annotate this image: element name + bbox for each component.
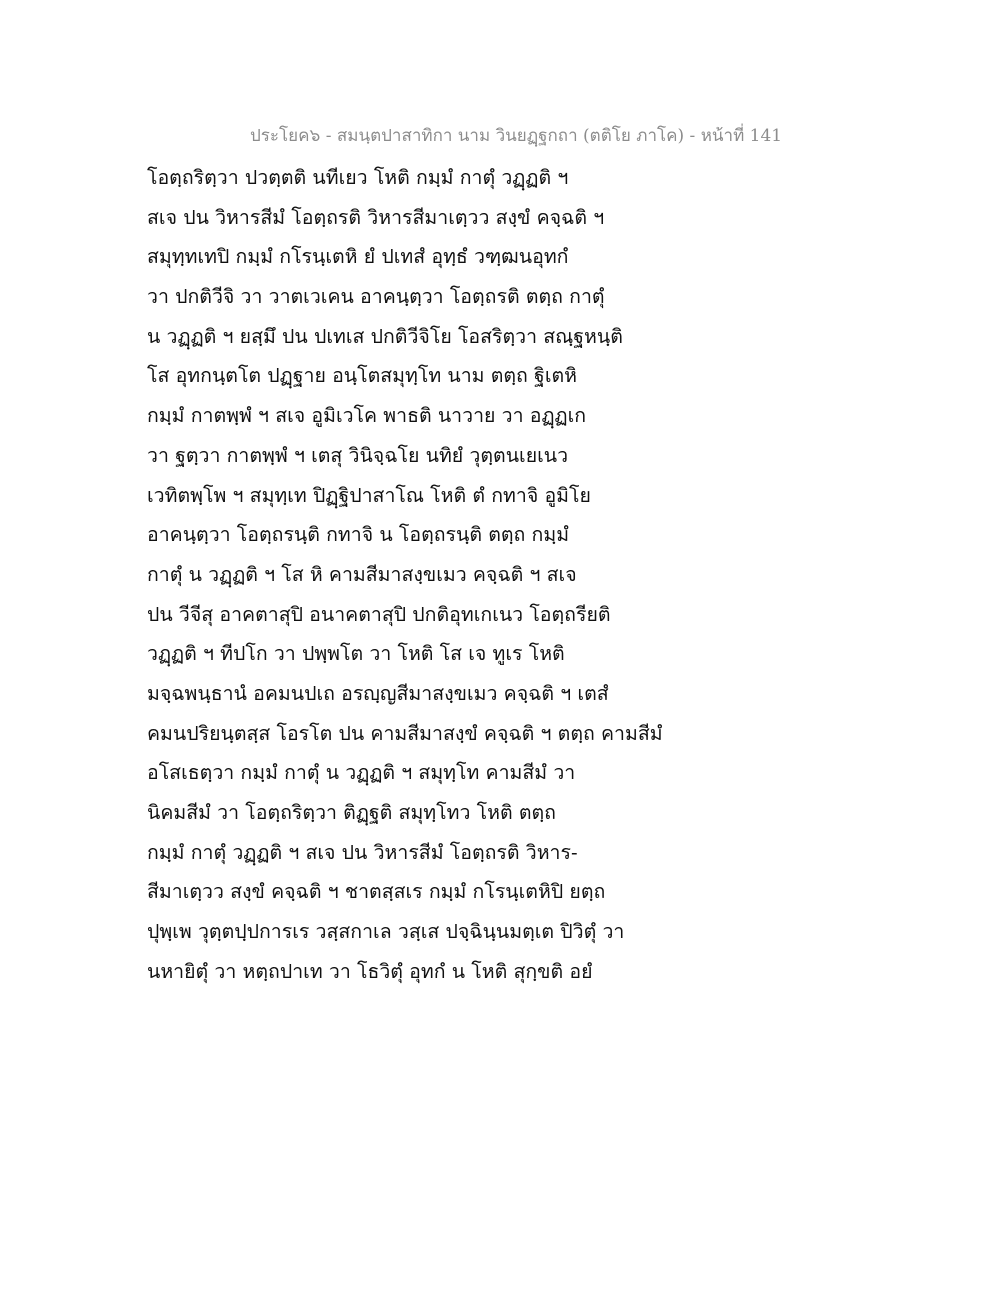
text-line: ปุพฺเพ วุตฺตปฺปการเร วสฺสกาเล วสฺเส ปจฺฉินฺนมตฺเต ปิวิตุํ วา	[147, 920, 625, 944]
text-line: สมุทฺทเทปิ กมฺมํ กโรนฺเตหิ ยํ ปเทสํ อุทฺธํ วฑฺฒนอุทกํ	[147, 245, 569, 269]
text-line: อาคนฺตฺวา โอตฺถรนฺติ กทาจิ น โอตฺถรนฺติ ตตฺถ กมฺมํ	[147, 523, 570, 547]
text-line: เวทิตพฺโพ ฯ สมุทฺเท ปิฏฺฐิปาสาโณ โหติ ตํ กทาจิ อูมิโย	[147, 483, 591, 507]
text-line: คมนปริยนฺตสฺส โอรโต ปน คามสีมาสงฺขํ คจฺฉติ ฯ ตตฺถ คามสีมํ	[147, 721, 663, 745]
body-text	[147, 158, 707, 991]
text-line: มจฺฉพนฺธานํ อคมนปเถ อรญฺญสีมาสงฺขเมว คจฺฉติ ฯ เตสํ	[147, 681, 609, 705]
text-line: ปน วีจีสุ อาคตาสุปิ อนาคตาสุปิ ปกติอุทเกเนว โอตฺถรียติ	[147, 602, 611, 626]
text-line: กมฺมํ กาตุํ วฏฺฏติ ฯ สเจ ปน วิหารสีมํ โอตฺถรติ วิหาร-	[147, 840, 578, 864]
text-line: สีมาเตฺวว สงฺขํ คจฺฉติ ฯ ชาตสฺสเร กมฺมํ กโรนฺเตหิปิ ยตฺถ	[147, 880, 606, 904]
text-line: วฏฺฏติ ฯ ทีปโก วา ปพฺพโต วา โหติ โส เจ ทูเร โหติ	[147, 642, 565, 666]
text-line: โอตฺถริตฺวา ปวตฺตติ นทีเยว โหติ กมฺมํ กาตุํ วฏฺฏติ ฯ	[147, 166, 569, 189]
text-line: วา ฐตฺวา กาตพฺพํ ฯ เตสุ วินิจฺฉโย นทิยํ วุตฺตนเยเนว	[147, 443, 569, 467]
text-line: สเจ ปน วิหารสีมํ โอตฺถรติ วิหารสีมาเตฺวว สงฺขํ คจฺฉติ ฯ	[147, 205, 605, 229]
text-line: กมฺมํ กาตพฺพํ ฯ สเจ อูมิเวโค พาธติ นาวาย วา อฏฺฏเก	[147, 404, 587, 428]
text-line: วา ปกติวีจิ วา วาตเวเคน อาคนฺตฺวา โอตฺถรติ ตตฺถ กาตุํ	[147, 285, 605, 309]
text-line: นหายิตุํ วา หตฺถปาเท วา โธวิตุํ อุทกํ น โหติ สุกฺขติ อยํ	[147, 959, 593, 983]
text-line: นิคมสีมํ วา โอตฺถริตฺวา ติฏฺฐติ สมุทฺโทว โหติ ตตฺถ	[147, 801, 556, 824]
text-line: โส อุทกนฺตโต ปฏฺฐาย อนฺโตสมุทฺโท นาม ตตฺถ ฐิเตหิ	[147, 364, 577, 388]
text-line: กาตุํ น วฏฺฏติ ฯ โส หิ คามสีมาสงฺขเมว คจฺฉติ ฯ สเจ	[147, 562, 577, 586]
running-header: ประโยค๖ - สมนฺตปาสาทิกา นาม วินยฏฺฐกถา (ตติโย ภาโค) - หน้าที่ 141	[250, 126, 783, 146]
text-line: น วฏฺฏติ ฯ ยสฺมึ ปน ปเทเส ปกติวีจิโย โอสริตฺวา สณฺฐหนฺติ	[147, 324, 623, 348]
text-line: อโสเธตฺวา กมฺมํ กาตุํ น วฏฺฏติ ฯ สมุทฺโท คามสีมํ วา	[147, 761, 576, 785]
